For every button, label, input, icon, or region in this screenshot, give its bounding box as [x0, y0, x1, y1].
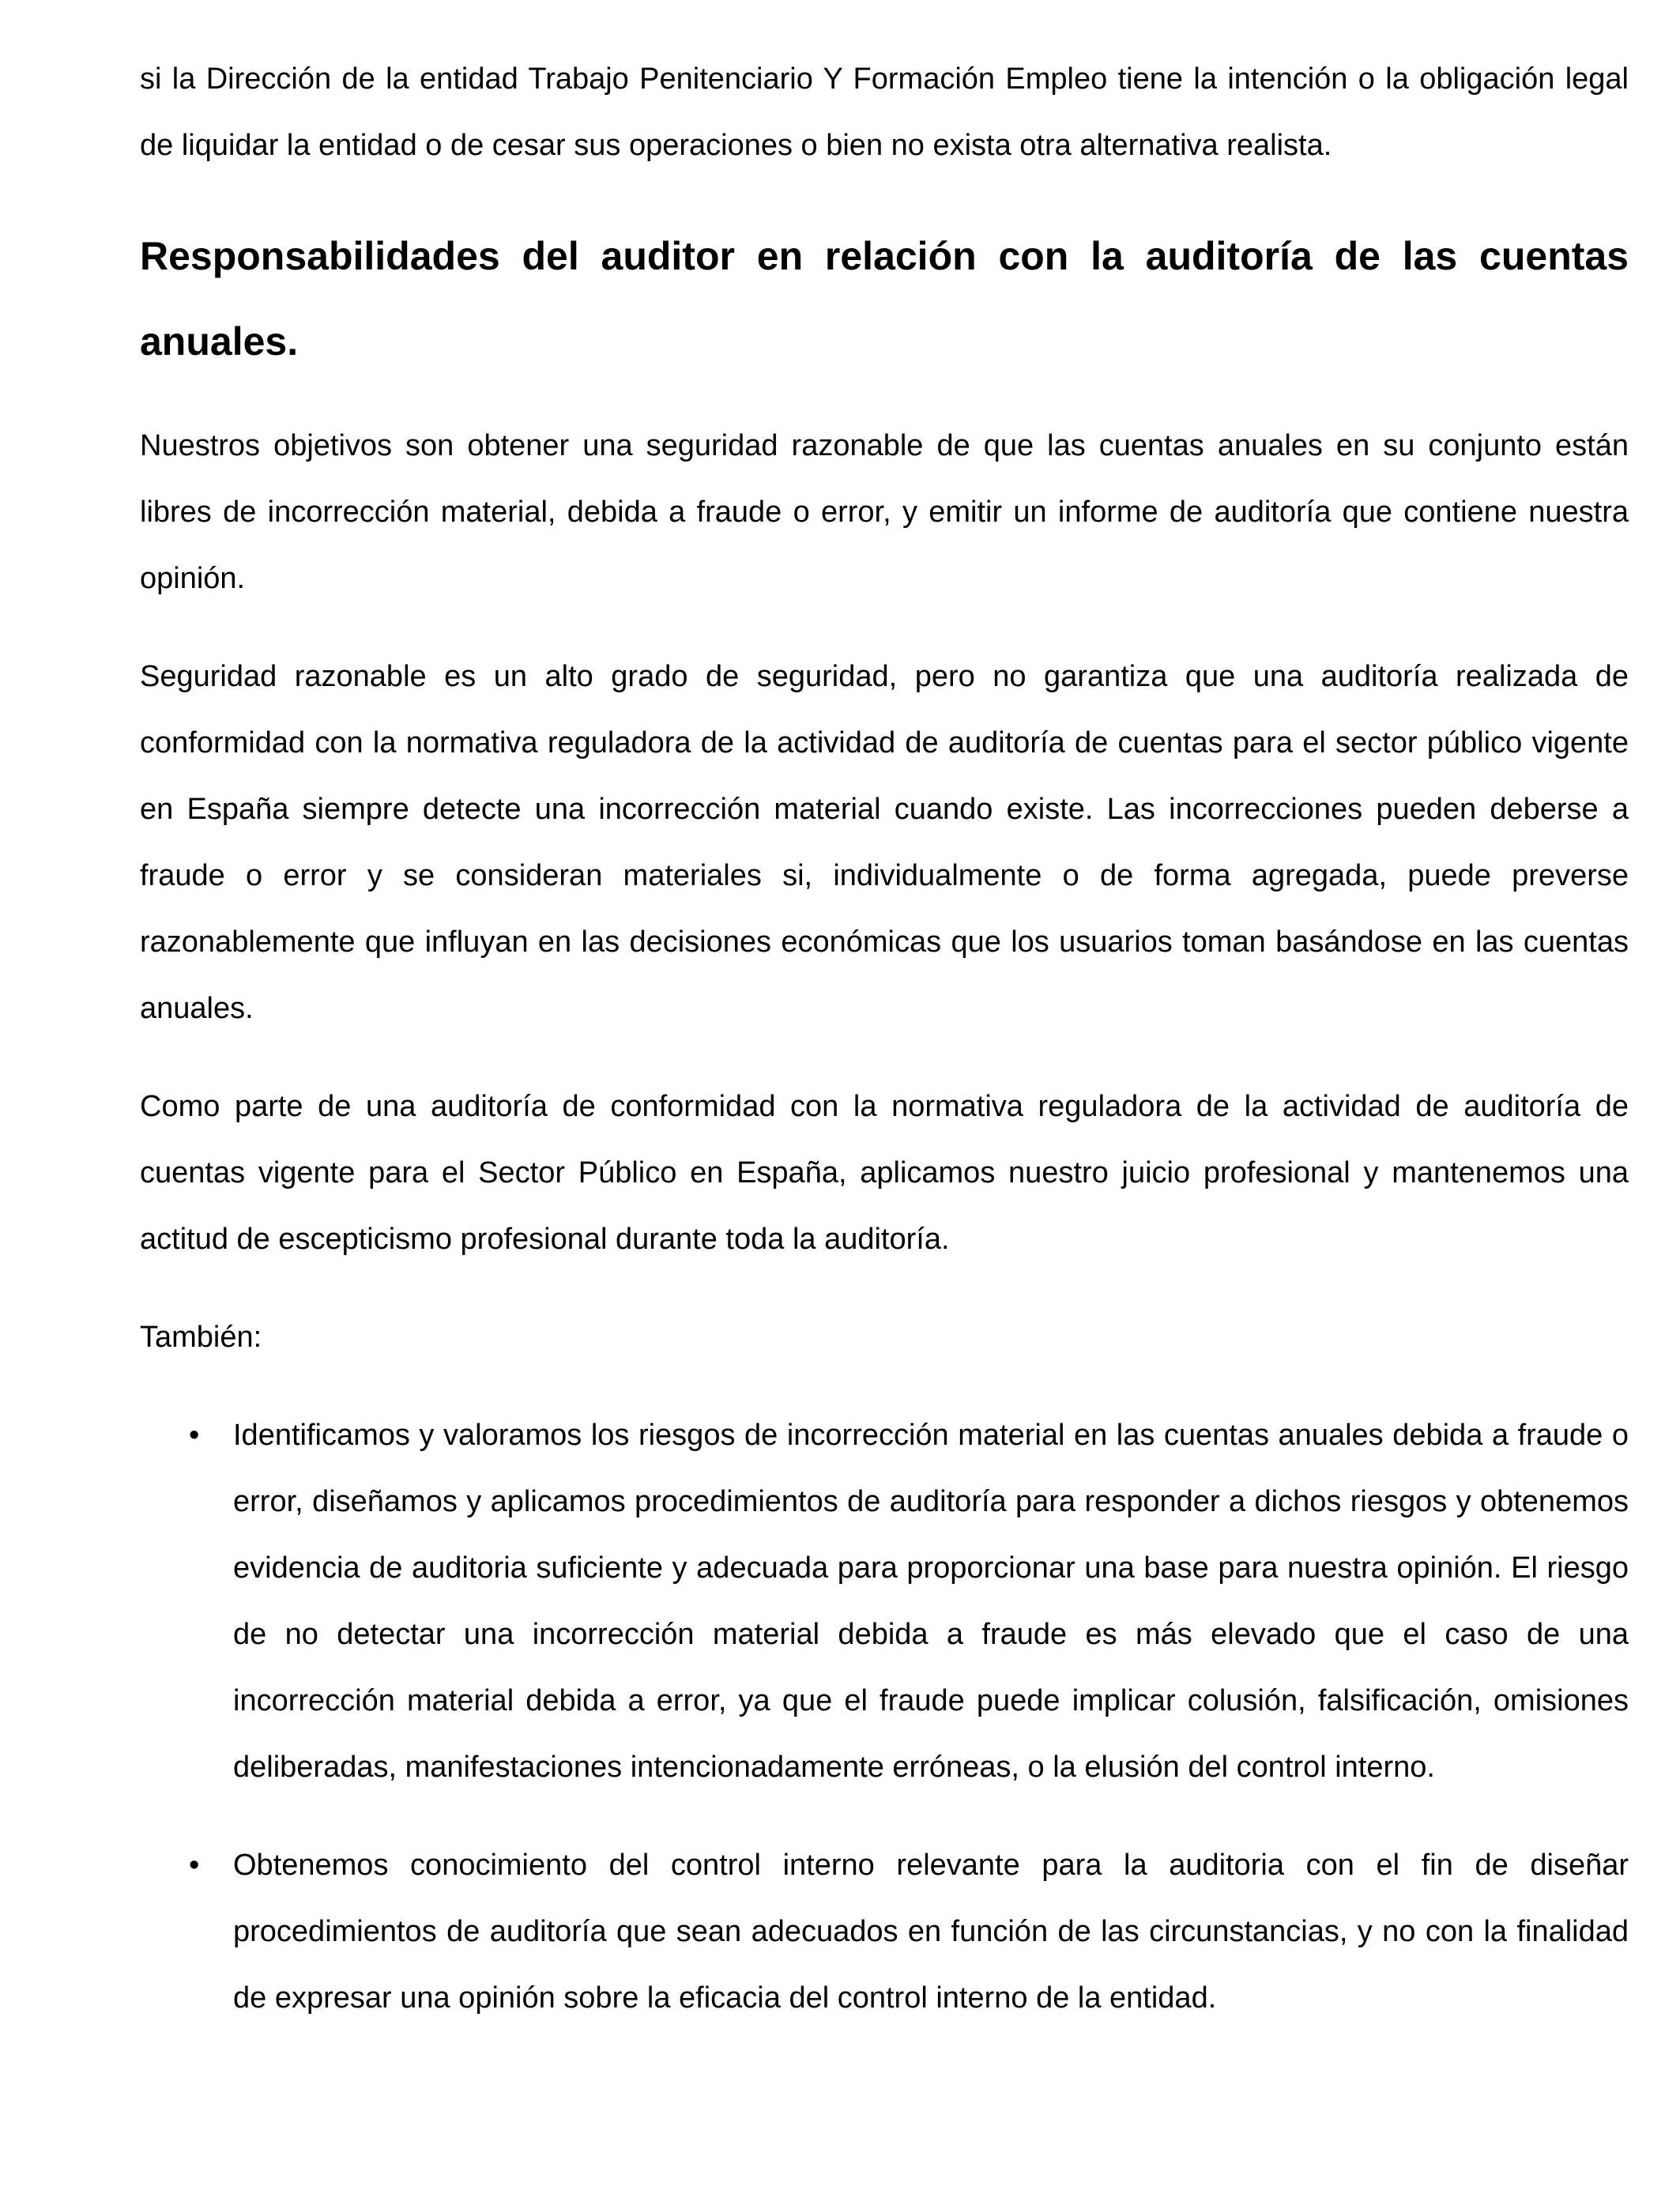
list-item [140, 1832, 1629, 2031]
also-intro: También: [140, 1321, 262, 1354]
list-item-text: Obtenemos conocimiento del control interno relevante para la auditoria con el fin de diseñar procedimientos de auditoría que sean adecuados en función de las circunstancias, y no con la finalidad de expresar una opinión sobre la eficacia del control interno de la entidad. [233, 1849, 1629, 2015]
bullet-icon: • [189, 1849, 200, 1882]
continuation-paragraph: si la Dirección de la entidad Trabajo Penitenciario Y Formación Empleo tiene la intención o la obligación legal de liquidar la entidad o de cesar sus operaciones o bien no exista otra alternativa realista. [140, 62, 1629, 162]
objectives-paragraph: Nuestros objetivos son obtener una seguridad razonable de que las cuentas anuales en su conjunto están libres de incorrección material, debida a fraude o error, y emitir un informe de auditoría que contiene nuestra opinión. [140, 429, 1629, 595]
list-item [140, 1402, 1629, 1800]
bullet-icon: • [189, 1419, 200, 1452]
section-heading: Responsabilidades del auditor en relación con la auditoría de las cuentas anuales. [140, 234, 1629, 364]
professional-judgment-paragraph: Como parte de una auditoría de conformidad con la normativa reguladora de la actividad de auditoría de cuentas vigente para el Sector Público en España, aplicamos nuestro juicio profesional y mantenemos una actitud de escepticismo profesional durante toda la auditoría. [140, 1090, 1629, 1256]
list-item-text: Identificamos y valoramos los riesgos de incorrección material en las cuentas anuales debida a fraude o error, diseñamos y aplicamos procedimientos de auditoría para responder a dichos riesgos y obtenemos evidencia de auditoria suficiente y adecuada para proporcionar una base para nuestra opinión. El riesgo de no detectar una incorrección material debida a fraude es más elevado que el caso de una incorrección material debida a error, ya que el fraude puede implicar colusión, falsificación, omisiones deliberadas, manifestaciones intencionadamente erróneas, o la elusión del control interno. [233, 1419, 1629, 1784]
document-page [140, 46, 1629, 2063]
procedures-list [140, 1402, 1629, 2031]
reasonable-assurance-paragraph: Seguridad razonable es un alto grado de seguridad, pero no garantiza que una auditoría realizada de conformidad con la normativa reguladora de la actividad de auditoría de cuentas para el sector público vigente en España siempre detecte una incorrección material cuando existe. Las incorrecciones pueden deberse a fraude o error y se consideran materiales si, individualmente o de forma agregada, puede preverse razonablemente que influyan en las decisiones económicas que los usuarios toman basándose en las cuentas anuales. [140, 660, 1629, 1025]
